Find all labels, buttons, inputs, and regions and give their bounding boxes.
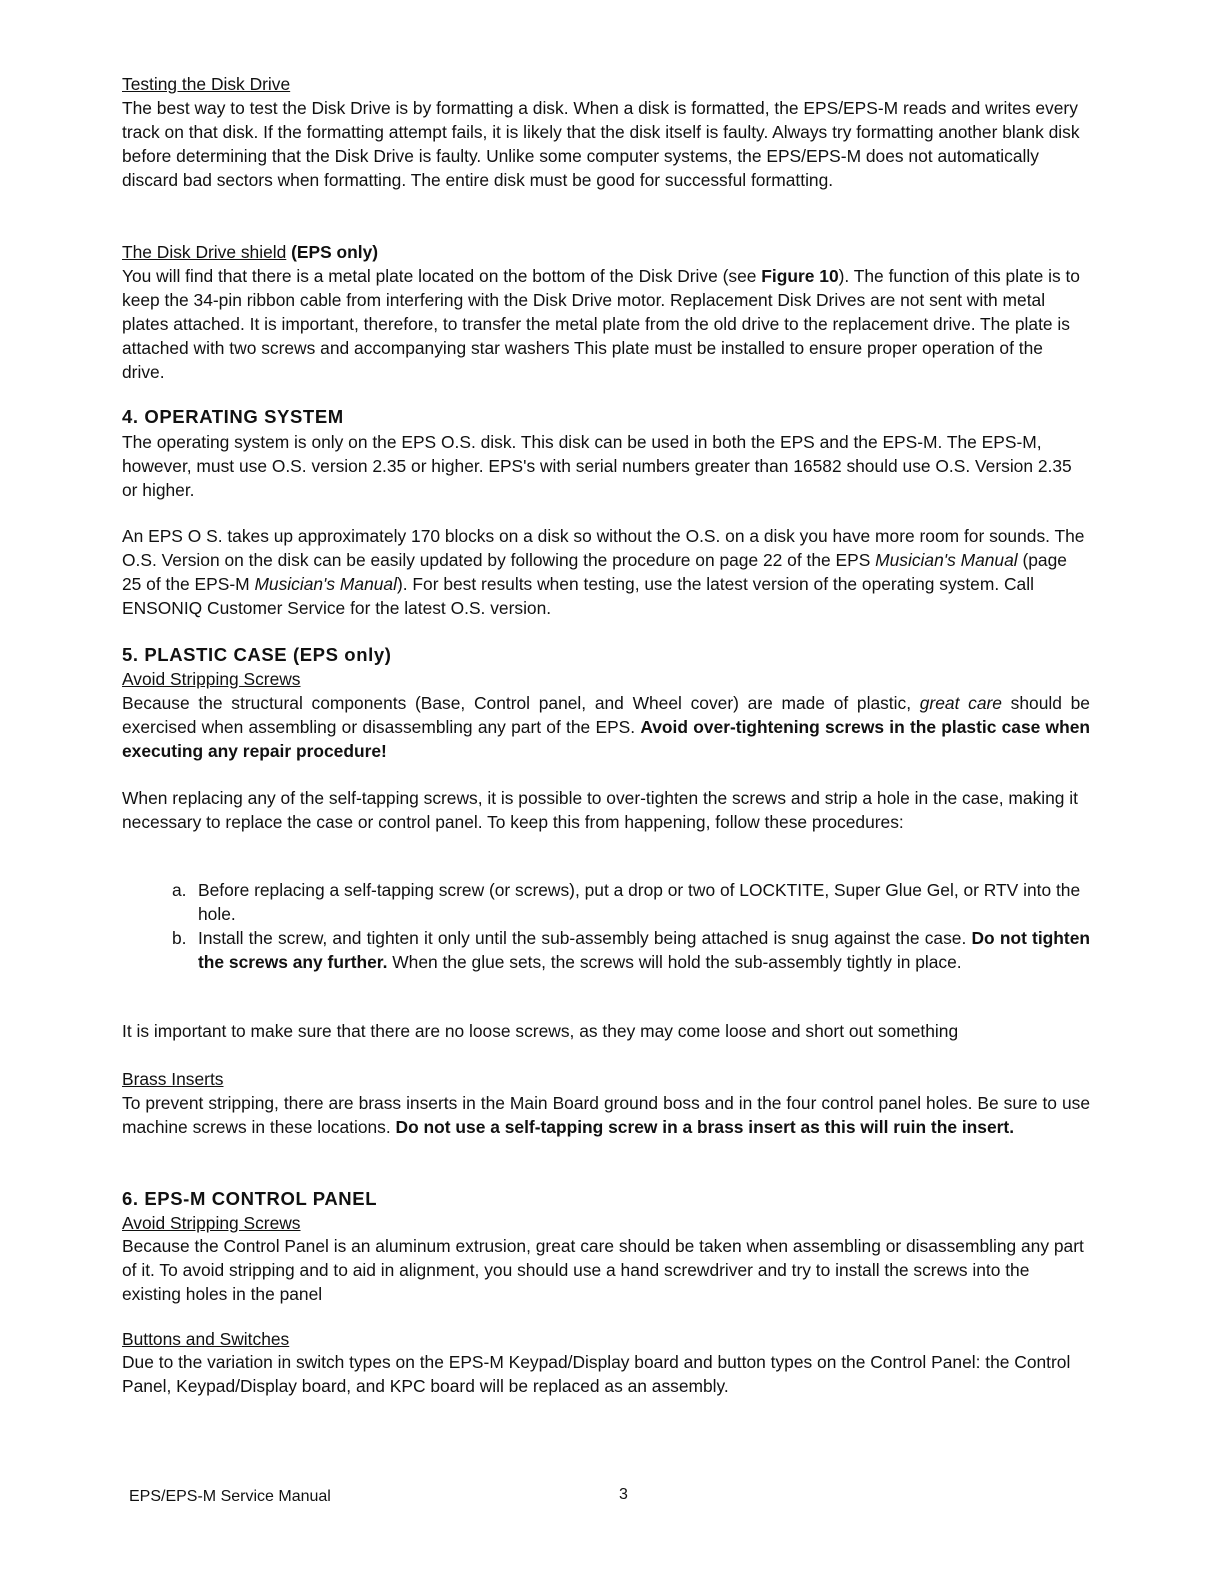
warning-text: Avoid over-tightening screws in the plastic case when executing any repair procedure! bbox=[122, 717, 1090, 761]
plastic-paragraph-2: When replacing any of the self-tapping screws, it is possible to over-tighten the screws and strip a hole in the case, making it necessary to replace the case or control panel. To keep this from happening, follow these procedures: bbox=[122, 788, 1079, 832]
epsm-subheading: Avoid Stripping Screws bbox=[122, 1213, 301, 1233]
plastic-paragraph-1: Because the structural components (Base, Control panel, and Wheel cover) are made of plastic, great care should be exercised when assembling or disassembling any part of the EPS. Avoid over-tightening screws in the plastic case when executing any repair procedure! bbox=[122, 693, 1090, 761]
warning-text: Do not use a self-tapping screw in a brass insert as this will ruin the insert. bbox=[395, 1117, 1015, 1137]
brass-paragraph: To prevent stripping, there are brass inserts in the Main Board ground boss and in the four control panel holes. Be sure to use machine screws in these locations. Do not use a self-tapping screw in a brass insert as this will ruin the insert. bbox=[122, 1093, 1090, 1137]
section-title-operating-system: 4. OPERATING SYSTEM bbox=[122, 406, 344, 427]
buttons-paragraph: Due to the variation in switch types on the EPS-M Keypad/Display board and button types on the Control Panel: the Control Panel, Keypad/Display board, and KPC board will be replaced as an assembly. bbox=[122, 1352, 1071, 1396]
epsm-paragraph-1: Because the Control Panel is an aluminum extrusion, great care should be taken when assembling or disassembling any part of it. To avoid stripping and to aid in alignment, you should use a hand screwdriver and try to install the screws into the existing holes in the panel bbox=[122, 1236, 1084, 1304]
plastic-subheading: Avoid Stripping Screws bbox=[122, 669, 301, 689]
section-title-plastic-case: 5. PLASTIC CASE (EPS only) bbox=[122, 644, 392, 665]
testing-heading: Testing the Disk Drive bbox=[122, 74, 291, 94]
plastic-paragraph-3: It is important to make sure that there are no loose screws, as they may come loose and short out something bbox=[122, 1021, 959, 1041]
os-paragraph-1: The operating system is only on the EPS O.S. disk. This disk can be used in both the EPS and the EPS-M. The EPS-M, however, must use O.S. version 2.35 or higher. EPS's with serial numbers greater than 16582 should use O.S. Version 2.35 or higher. bbox=[122, 432, 1072, 500]
list-item: a. Before replacing a self-tapping screw (or screws), put a drop or two of LOCKTITE, Super Glue Gel, or RTV into the hole. bbox=[172, 880, 1081, 924]
figure-reference: Figure 10 bbox=[761, 266, 839, 286]
page-number: 3 bbox=[619, 1486, 628, 1503]
footer-title: EPS/EPS-M Service Manual bbox=[129, 1488, 331, 1505]
os-paragraph-2: An EPS O S. takes up approximately 170 blocks on a disk so without the O.S. on a disk you have more room for sounds. The O.S. Version on the disk can be easily updated by following the procedure on page 22 of the EPS Musician's Manual (page 25 of the EPS-M Musician's Manual). For best results when testing, use the latest version of the operating system. Call ENSONIQ Customer Service for the latest O.S. version. bbox=[122, 526, 1085, 618]
shield-heading: The Disk Drive shield (EPS only) bbox=[122, 242, 379, 262]
shield-paragraph: You will find that there is a metal plate located on the bottom of the Disk Drive (see Figure 10). The function of this plate is to keep the 34-pin ribbon cable from interfering with the Disk Drive motor. Replacement Disk Drives are not sent with metal plates attached. It is important, therefore, to transfer the metal plate from the old drive to the replacement drive. The plate is attached with two screws and accompanying star washers This plate must be installed to ensure proper operation of the drive. bbox=[122, 266, 1080, 382]
buttons-heading: Buttons and Switches bbox=[122, 1329, 290, 1349]
list-item: b. Install the screw, and tighten it only until the sub-assembly being attached is snug against the case. Do not tighten the screws any further. When the glue sets, the screws will hold the sub-assembly tightly in place. bbox=[172, 928, 1090, 972]
testing-paragraph: The best way to test the Disk Drive is by formatting a disk. When a disk is formatted, the EPS/EPS-M reads and writes every track on that disk. If the formatting attempt fails, it is likely that the disk itself is faulty. Always try formatting another blank disk before determining that the Disk Drive is faulty. Unlike some computer systems, the EPS/EPS-M does not automatically discard bad sectors when formatting. The entire disk must be good for successful formatting. bbox=[122, 98, 1080, 190]
procedure-list bbox=[172, 878, 1090, 974]
section-title-epsm-control-panel: 6. EPS-M CONTROL PANEL bbox=[122, 1188, 378, 1209]
brass-heading: Brass Inserts bbox=[122, 1069, 224, 1089]
